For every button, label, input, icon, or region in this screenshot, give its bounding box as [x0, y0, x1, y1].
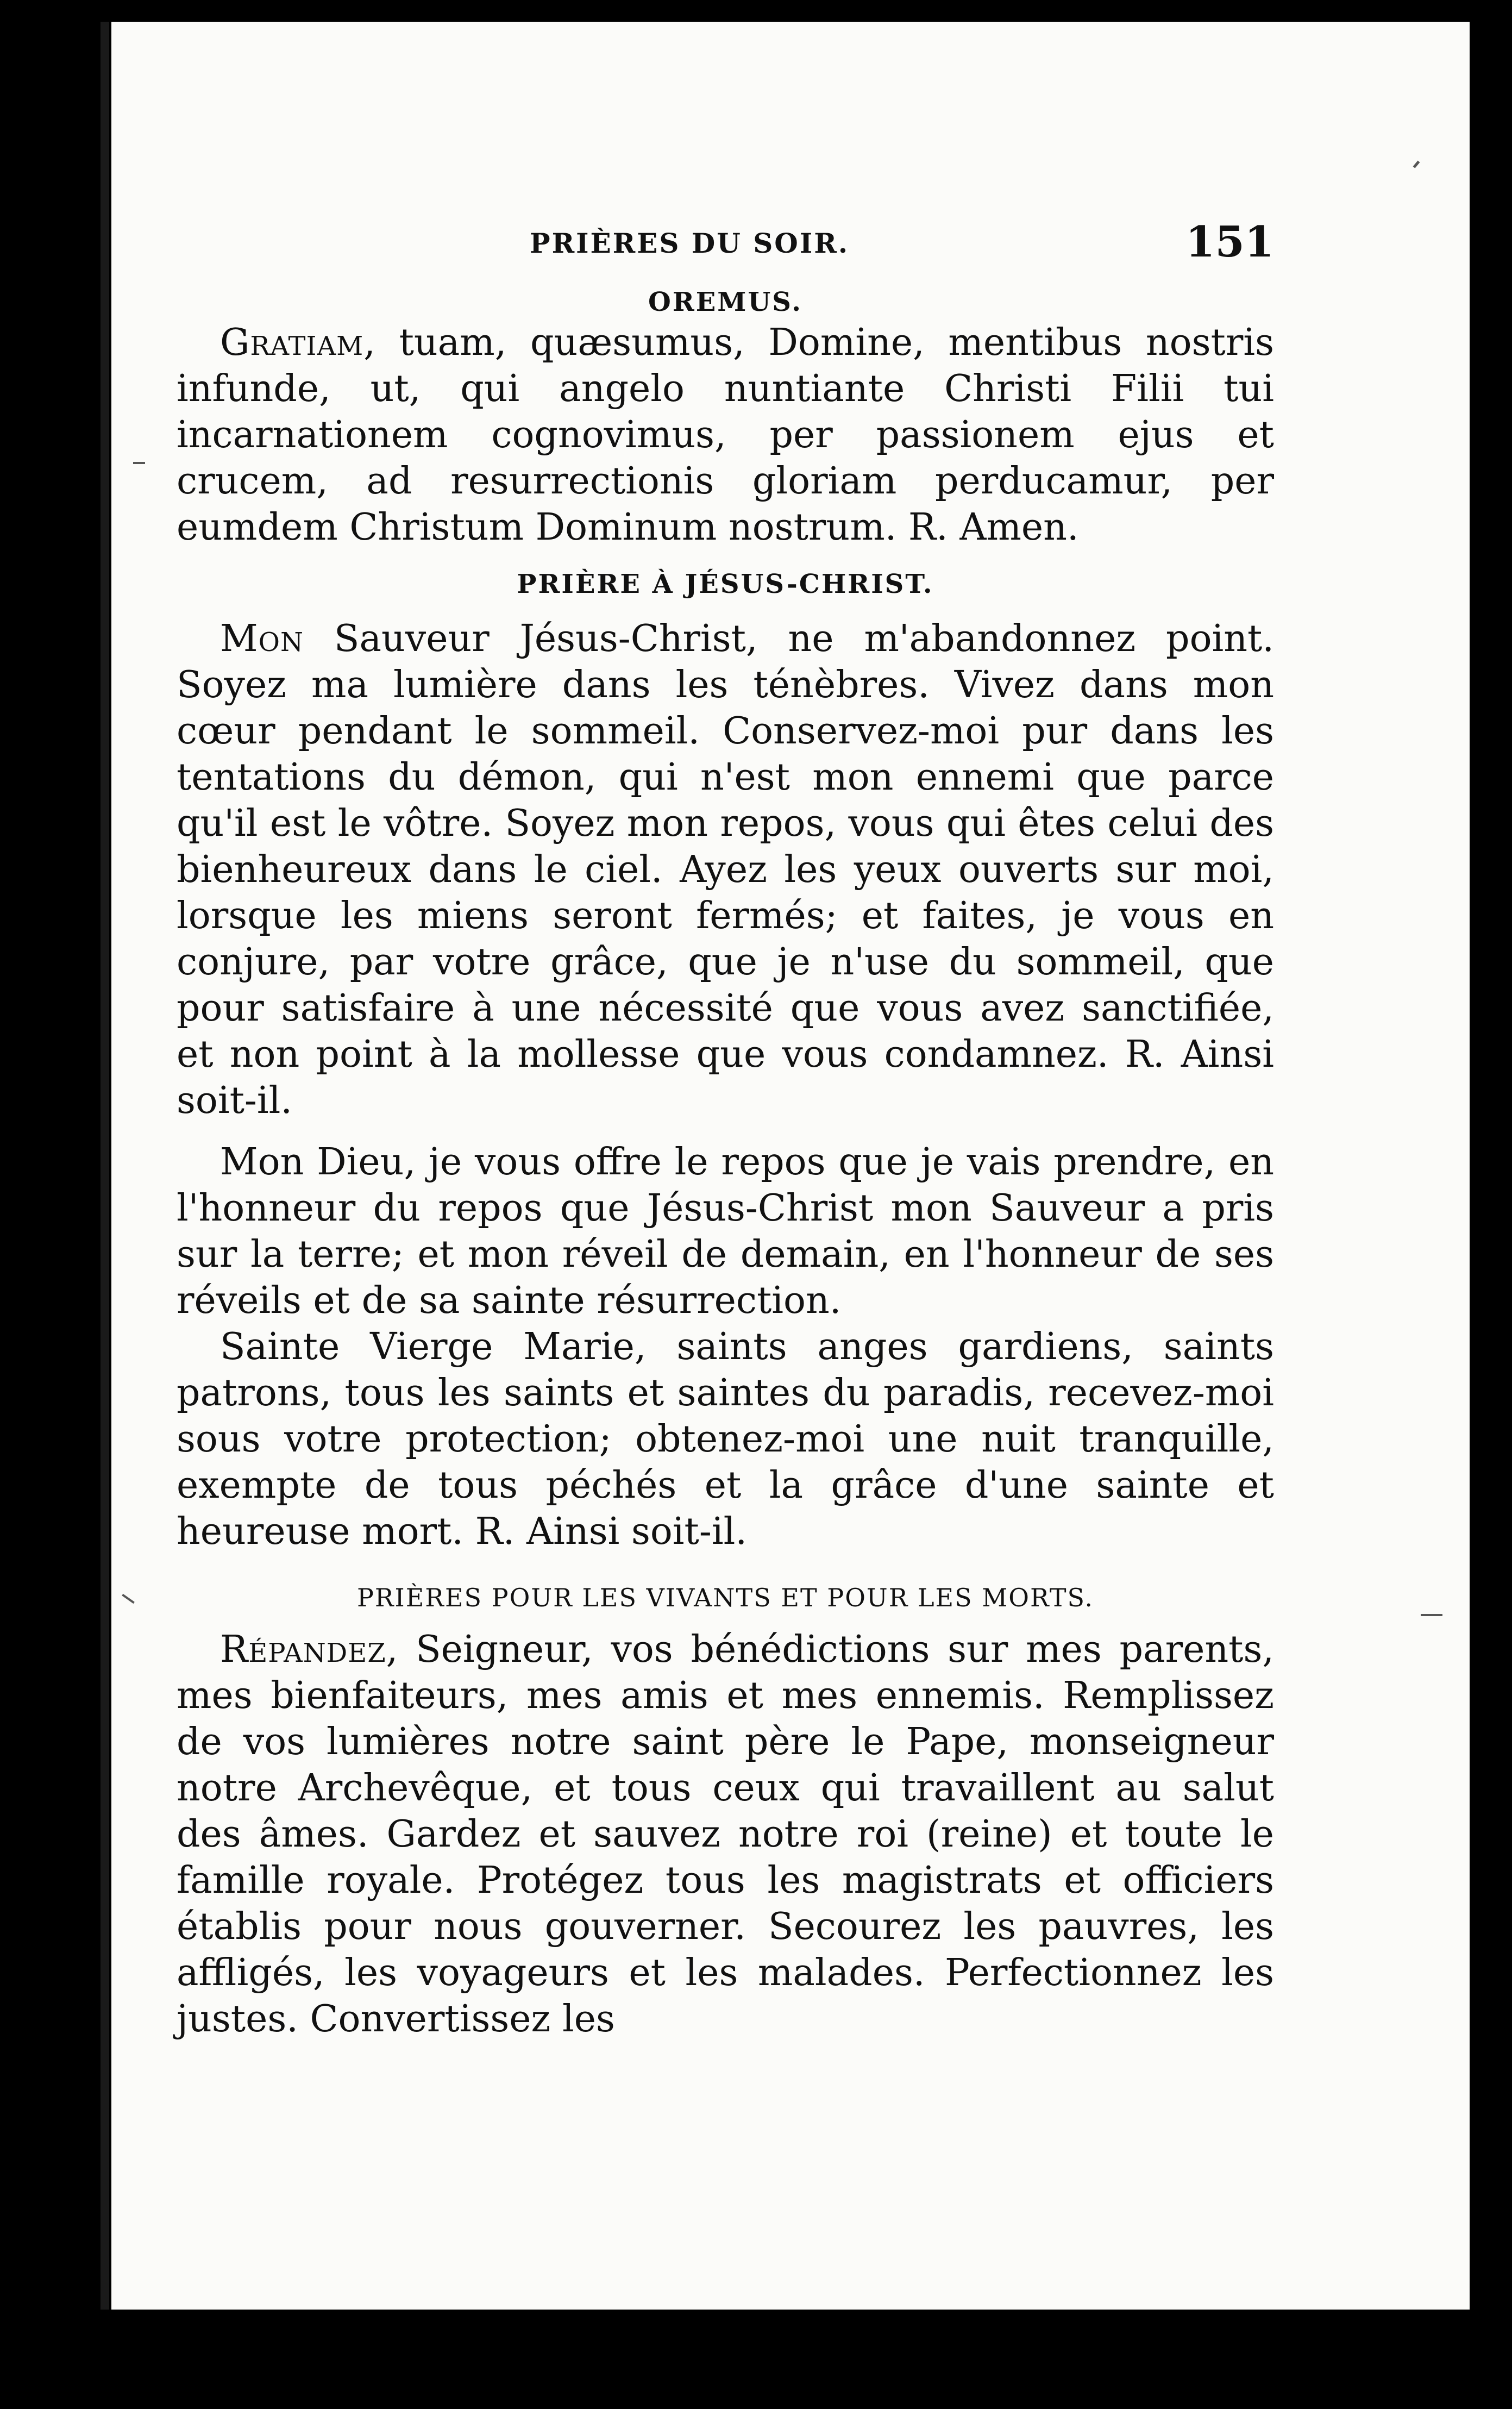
paragraph-oremus: [177, 320, 1274, 550]
margin-mark: [122, 1594, 135, 1604]
paragraph-sainte-vierge: [177, 1324, 1274, 1555]
paragraph-text: Sainte Vierge Marie, saints anges gardiens, saints patrons, tous les saints et saintes du paradis, recevez-moi sous votre protection; obtenez-moi une nuit tranquille, exempte de tous péchés et la grâce d'une sainte et heureuse mort. R. Ainsi soit-il.: [177, 1325, 1274, 1553]
running-head: [177, 217, 1274, 283]
lead-word: Mon: [220, 617, 304, 660]
paragraph-text: , Seigneur, vos bénédictions sur mes parents, mes bienfaiteurs, mes amis et mes ennemis. Remplissez de vos lumières notre saint père le Pape, monseigneur notre Archevêque, et tous ceux qui travaillent au salut des âmes. Gardez et sauvez notre roi (reine) et toute le famille royale. Protégez tous les magistrats et officiers établis pour nous gouverner. Secourez les pauvres, les affligés, les voyageurs et les malades. Perfectionnez les justes. Convertissez les: [177, 1628, 1274, 2041]
margin-mark: [1421, 1614, 1442, 1616]
section-heading-oremus: OREMUS.: [648, 287, 802, 317]
paragraph-text: Sauveur Jésus-Christ, ne m'abandonnez point. Soyez ma lumière dans les ténèbres. Vivez dans mon cœur pendant le sommeil. Conservez-moi pur dans les tentations du démon, qui n'est mon ennemi que parce qu'il est le vôtre. Soyez mon repos, vous qui êtes celui des bienheureux dans le ciel. Ayez les yeux ouverts sur moi, lorsque les miens seront fermés; et faites, je vous en conjure, par votre grâce, que je n'use du sommeil, que pour satisfaire à une nécessité que vous avez sanctifiée, et non point à la mollesse que vous condamnez. R. Ainsi soit-il.: [177, 617, 1274, 1122]
paragraph-text: Mon Dieu, je vous offre le repos que je vais prendre, en l'honneur du repos que Jésus-Christ mon Sauveur a pris sur la terre; et mon réveil de demain, en l'honneur de ses réveils et de sa sainte résurrection.: [177, 1141, 1274, 1322]
page-content: [177, 217, 1274, 2042]
book-spine: [101, 22, 109, 2310]
margin-mark: [1413, 161, 1420, 168]
paragraph-mon-sauveur: [177, 616, 1274, 1124]
paragraph-text: , tuam, quæsumus, Domine, mentibus nostris infunde, ut, qui angelo nuntiante Christi Filii tui incarnationem cognovimus, per passionem ejus et crucem, ad resurrectionis gloriam perducamur, per eumdem Christum Dominum nostrum. R. Amen.: [177, 321, 1274, 549]
section-heading-vivants-morts: PRIÈRES POUR LES VIVANTS ET POUR LES MORTS.: [356, 1583, 1094, 1612]
paragraph-repandez: [177, 1626, 1274, 2042]
margin-mark: [133, 462, 145, 464]
section-heading-priere-jesus-christ: PRIÈRE À JÉSUS-CHRIST.: [517, 569, 934, 599]
page-number: 151: [1185, 217, 1274, 267]
running-title: PRIÈRES DU SOIR.: [530, 227, 850, 259]
lead-word: Gratiam: [220, 321, 364, 364]
lead-word: Répandez: [220, 1628, 386, 1671]
paragraph-mon-dieu: [177, 1139, 1274, 1324]
